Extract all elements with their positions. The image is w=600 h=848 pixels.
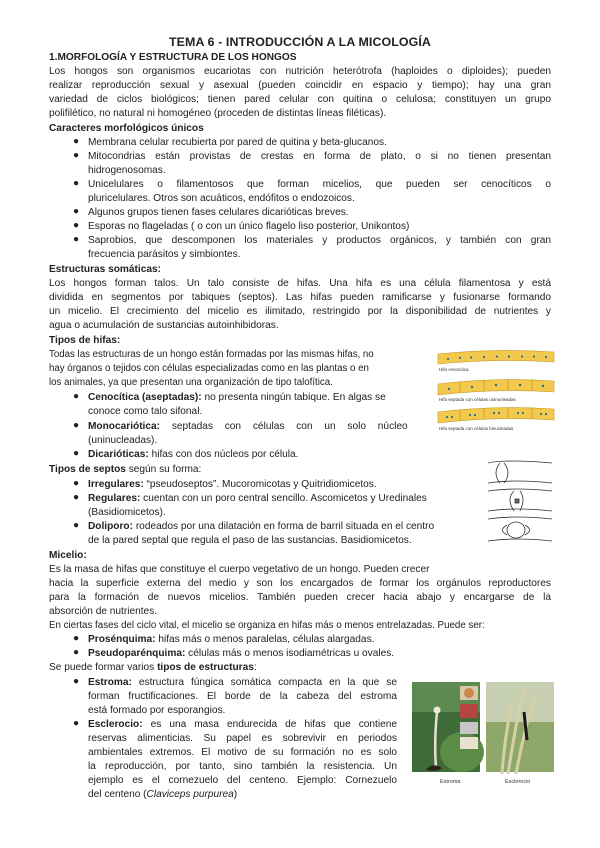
list-item (88, 520, 434, 533)
paragraph-line: En ciertas fases del ciclo vital, el micelio se organiza en hifas más o menos entrelazadas. Puede ser: (49, 620, 485, 631)
binucleate-hypha (438, 408, 554, 423)
list-item (88, 788, 237, 801)
stroma-photo (412, 682, 484, 772)
list-item: Esporas no flageladas ( o con un único flagelo liso posterior, Unikontos) (88, 221, 410, 232)
term: Irregulares: (88, 479, 144, 490)
term: Regulares: (88, 493, 141, 504)
bullet: ● (73, 420, 80, 431)
bullet: ● (73, 391, 80, 402)
list-item (88, 492, 427, 505)
section-heading: 1.MORFOLOGÍA Y ESTRUCTURA DE LOS HONGOS (49, 52, 297, 63)
bullet: ● (73, 478, 80, 489)
list-item (88, 448, 299, 461)
list-item: Saprobios, que descomponen los materiales y productos orgánicos, y también con gran (88, 235, 551, 246)
paragraph-line: absorción de nutrientes. (49, 606, 158, 617)
list-item: la reproducción, por tanto, sino también la resistencia. Un (88, 761, 397, 772)
sclerotium-photo (486, 682, 554, 774)
list-item: reservas alimenticias. Su papel es sobrevivir en periodos (88, 733, 397, 744)
definition: cuentan con un poro central sencillo. Ascomicetos y Uredinales (140, 493, 427, 504)
term: Doliporo: (88, 521, 133, 532)
subheading: Estructuras somáticas: (49, 264, 161, 275)
list-item (88, 633, 374, 646)
bullet: ● (73, 220, 80, 231)
subheading: Tipos de hifas: (49, 335, 121, 346)
term: tipos de estructuras (157, 662, 254, 673)
definition: hifas con dos núcleos por célula. (148, 449, 299, 460)
list-item: ejemplo es el cornezuelo del centeno. Ejemplo: Cornezuelo (88, 775, 397, 786)
figure-caption: Hifa cenocítica (439, 367, 469, 372)
term: Pseudoparénquima: (88, 648, 186, 659)
list-item: ambientales extremos. El motivo de su formación no es solo (88, 747, 397, 758)
list-item: forman fructificaciones. El borde de la cabeza del estroma (88, 691, 397, 702)
figure-caption: Hifa septada con células binucleadas (439, 426, 514, 431)
bullet: ● (73, 647, 80, 658)
definition: no presenta ningún tabique. En algas se (201, 392, 386, 403)
definition: “pseudoseptos”. Mucoromicotas y Quitridiomicetos. (143, 479, 377, 490)
bullet: ● (73, 492, 80, 503)
definition: células más o menos isodiamétricas u ovales. (185, 648, 395, 659)
paragraph-line: agua o acumulación de sustancias autoinhibidoras. (49, 320, 279, 331)
subheading: Micelio: (49, 550, 87, 561)
list-item (88, 391, 386, 404)
term: Prosénquima: (88, 634, 156, 645)
bullet: ● (73, 718, 80, 729)
list-item: Algunos grupos tienen fases celulares dicarióticas breves. (88, 207, 349, 218)
intro-line: Los hongos son organismos eucariotas con nutrición heterótrofa (haploides o diploides); pueden (49, 66, 551, 77)
definition: estructura fúngica somática compacta en la que se (131, 677, 397, 688)
list-item (88, 718, 397, 731)
intro-line: variedad de ciclos biológicos; tienen pared celular con quitina o celulosa; constituyen un grupo (49, 94, 551, 105)
list-item: Mitocondrias están provistas de crestas en forma de plato, o si no tienen presentan (88, 151, 551, 162)
paragraph-line: Los hongos forman talos. Un talo consiste de hifas. Una hifa es una célula filamentosa y está (49, 278, 551, 289)
list-item: (uninucleadas). (88, 435, 158, 446)
text: según su forma: (125, 464, 202, 475)
figure-caption: Hifa septada con células uninucleadas (439, 397, 516, 402)
page-title: TEMA 6 - INTRODUCCIÓN A LA MICOLOGÍA (169, 35, 431, 49)
list-item: conoce como talo sifonal. (88, 406, 203, 417)
term: Tipos de septos (49, 464, 126, 475)
septa-illustration (486, 459, 554, 545)
photo-label: Estroma (440, 779, 461, 785)
species-name: Claviceps purpurea (146, 789, 234, 800)
bullet: ● (73, 136, 80, 147)
bullet: ● (73, 520, 80, 531)
list-item (88, 478, 377, 491)
list-item: pluricelulares. Otros son acuáticos, endófitos o endozoicos. (88, 193, 355, 204)
term: Esclerocio: (88, 719, 143, 730)
list-item: Membrana celular recubierta por pared de quitina y beta-glucanos. (88, 137, 387, 148)
text: ) (233, 789, 238, 800)
bullet: ● (73, 633, 80, 644)
bullet: ● (73, 150, 80, 161)
term: Estroma: (88, 677, 132, 688)
text: : (253, 662, 257, 673)
intro-line: realizar reproducción sexual y asexual (pueden coincidir en espacio y tiempo); hay una gran (49, 80, 551, 91)
list-item: está formado por esporangios. (88, 705, 226, 716)
paragraph-line: un micelio. El crecimiento del micelio es ilimitado, restringido por la disponibilidad de nutrientes y (49, 306, 551, 317)
bullet: ● (73, 206, 80, 217)
paragraph-line: hacia la superficie externa del medio y son los encargados de formar los orgánulos reproductores (49, 578, 551, 589)
list-item: frecuencia parásitos y simbiontes. (88, 249, 241, 260)
paragraph-line: los animales, ya que presentan una organización de tipo talofítica. (49, 377, 333, 388)
text: Se puede formar varios (49, 662, 158, 673)
bullet: ● (73, 676, 80, 687)
definition: rodeados por una dilatación en forma de barril situada en el centro (133, 521, 435, 532)
list-item: hidrogenosomas. (88, 165, 166, 176)
bullet: ● (73, 234, 80, 245)
list-item: de la pared septal que regula el paso de las sustancias. Basidiomicetos. (88, 535, 412, 546)
stroma-sclerotium-photos (412, 682, 554, 778)
bullet: ● (73, 448, 80, 459)
list-item: Unicelulares o filamentosos que forman micelios, que pueden ser cenocíticos o (88, 179, 551, 190)
paragraph-line (49, 661, 257, 674)
list-item (88, 676, 397, 689)
list-item (88, 420, 408, 433)
paragraph-line: Todas las estructuras de un hongo están formadas por las mismas hifas, no (49, 349, 374, 360)
definition: hifas más o menos paralelas, células alargadas. (155, 634, 375, 645)
subheading: Caracteres morfológicos únicos (49, 123, 204, 134)
definition: es una masa endurecida de hifas que contiene (142, 719, 397, 730)
bullet: ● (73, 178, 80, 189)
paragraph-line: dividida en segmentos por tabiques (septos). Las hifas pueden ramificarse y fusionarse formando (49, 292, 551, 303)
text: del centeno ( (88, 789, 147, 800)
term: Monocariótica: (88, 421, 161, 432)
paragraph-line: Es la masa de hifas que constituye el cuerpo vegetativo de un hongo. Pueden crecer (49, 564, 430, 575)
paragraph-line: hay órganos o tejidos con células especializadas como en las plantas o en (49, 363, 369, 374)
coenocytic-hypha (438, 350, 554, 364)
uninucleate-hypha (438, 380, 554, 395)
term: Cenocítica (aseptadas): (88, 392, 202, 403)
list-item (88, 647, 394, 660)
photo-label: Esclerocio (505, 779, 531, 785)
subheading (49, 463, 201, 476)
paragraph-line: para la formación de nuevos micelios. También pueden crecer hacia abajo y encargarse de la (49, 592, 551, 603)
intro-line: polifilético, no natural ni homogéneo (proceden de distintas líneas filéticas). (49, 108, 387, 119)
definition: septadas con células con un solo núcleo (160, 421, 408, 432)
term: Dicarióticas: (88, 449, 149, 460)
list-item: (Basidiomicetos). (88, 507, 166, 518)
